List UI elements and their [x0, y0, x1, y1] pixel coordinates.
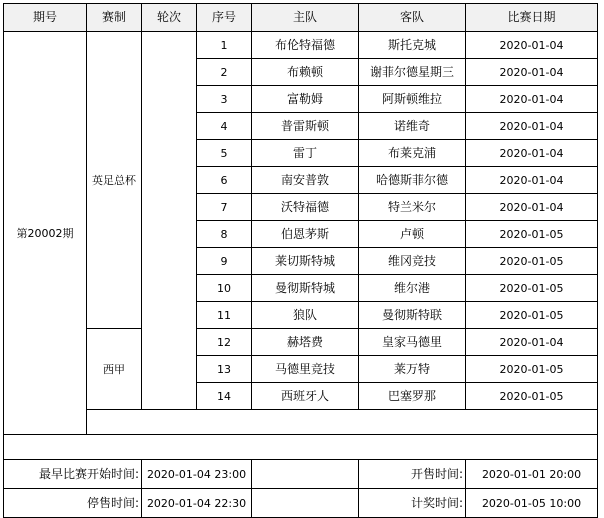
- match-seq: 9: [197, 248, 252, 275]
- match-seq: 5: [197, 140, 252, 167]
- away-team: 维冈竞技: [359, 248, 466, 275]
- league-name: 西甲: [87, 329, 142, 410]
- earliest-start-value: 2020-01-04 23:00: [142, 460, 252, 489]
- home-team: 马德里竞技: [252, 356, 359, 383]
- earliest-start-label: 最早比赛开始时间:: [4, 460, 142, 489]
- away-team: 莱万特: [359, 356, 466, 383]
- match-seq: 7: [197, 194, 252, 221]
- home-team: 布伦特福德: [252, 32, 359, 59]
- away-team: 布莱克浦: [359, 140, 466, 167]
- match-seq: 4: [197, 113, 252, 140]
- away-team: 谢菲尔德星期三: [359, 59, 466, 86]
- away-team: 维尔港: [359, 275, 466, 302]
- home-team: 布赖顿: [252, 59, 359, 86]
- match-date: 2020-01-04: [466, 194, 598, 221]
- home-team: 西班牙人: [252, 383, 359, 410]
- away-team: 曼彻斯特联: [359, 302, 466, 329]
- header-date: 比赛日期: [466, 4, 598, 32]
- match-seq: 1: [197, 32, 252, 59]
- match-date: 2020-01-04: [466, 32, 598, 59]
- spacer-row: [4, 435, 598, 460]
- home-team: 莱切斯特城: [252, 248, 359, 275]
- spacer-cell: [87, 410, 598, 435]
- home-team: 曼彻斯特城: [252, 275, 359, 302]
- header-away: 客队: [359, 4, 466, 32]
- home-team: 赫塔费: [252, 329, 359, 356]
- round-cell: [142, 32, 197, 410]
- match-seq: 11: [197, 302, 252, 329]
- sale-stop-value: 2020-01-04 22:30: [142, 489, 252, 518]
- away-team: 诺维奇: [359, 113, 466, 140]
- footer-empty-cell: [252, 489, 359, 518]
- sale-open-label: 开售时间:: [359, 460, 466, 489]
- away-team: 巴塞罗那: [359, 383, 466, 410]
- match-date: 2020-01-04: [466, 86, 598, 113]
- footer-row: [4, 489, 598, 518]
- spacer-row: [4, 410, 598, 435]
- header-row: [4, 4, 598, 32]
- match-date: 2020-01-05: [466, 275, 598, 302]
- match-date: 2020-01-05: [466, 221, 598, 248]
- match-seq: 10: [197, 275, 252, 302]
- footer-empty-cell: [252, 460, 359, 489]
- league-name: 英足总杯: [87, 32, 142, 329]
- prize-time-value: 2020-01-05 10:00: [466, 489, 598, 518]
- sale-open-value: 2020-01-01 20:00: [466, 460, 598, 489]
- match-seq: 14: [197, 383, 252, 410]
- table-row: [4, 329, 598, 356]
- match-seq: 3: [197, 86, 252, 113]
- match-date: 2020-01-05: [466, 383, 598, 410]
- sale-stop-label: 停售时间:: [4, 489, 142, 518]
- match-schedule-table: [3, 3, 598, 518]
- away-team: 皇家马德里: [359, 329, 466, 356]
- match-date: 2020-01-04: [466, 140, 598, 167]
- match-seq: 13: [197, 356, 252, 383]
- header-home: 主队: [252, 4, 359, 32]
- home-team: 沃特福德: [252, 194, 359, 221]
- away-team: 特兰米尔: [359, 194, 466, 221]
- prize-time-label: 计奖时间:: [359, 489, 466, 518]
- away-team: 斯托克城: [359, 32, 466, 59]
- match-seq: 2: [197, 59, 252, 86]
- header-league: 赛制: [87, 4, 142, 32]
- spacer-cell: [4, 435, 598, 460]
- match-date: 2020-01-05: [466, 248, 598, 275]
- match-seq: 8: [197, 221, 252, 248]
- match-date: 2020-01-05: [466, 356, 598, 383]
- match-date: 2020-01-04: [466, 113, 598, 140]
- match-seq: 12: [197, 329, 252, 356]
- match-seq: 6: [197, 167, 252, 194]
- home-team: 南安普敦: [252, 167, 359, 194]
- home-team: 伯恩茅斯: [252, 221, 359, 248]
- home-team: 雷丁: [252, 140, 359, 167]
- footer-row: [4, 460, 598, 489]
- home-team: 富勒姆: [252, 86, 359, 113]
- away-team: 卢顿: [359, 221, 466, 248]
- home-team: 狼队: [252, 302, 359, 329]
- table-row: [4, 32, 598, 59]
- issue-number: 第20002期: [4, 32, 87, 435]
- header-issue: 期号: [4, 4, 87, 32]
- header-round: 轮次: [142, 4, 197, 32]
- header-seq: 序号: [197, 4, 252, 32]
- match-date: 2020-01-04: [466, 329, 598, 356]
- match-date: 2020-01-04: [466, 167, 598, 194]
- home-team: 普雷斯顿: [252, 113, 359, 140]
- away-team: 阿斯顿维拉: [359, 86, 466, 113]
- match-date: 2020-01-05: [466, 302, 598, 329]
- away-team: 哈德斯菲尔德: [359, 167, 466, 194]
- match-date: 2020-01-04: [466, 59, 598, 86]
